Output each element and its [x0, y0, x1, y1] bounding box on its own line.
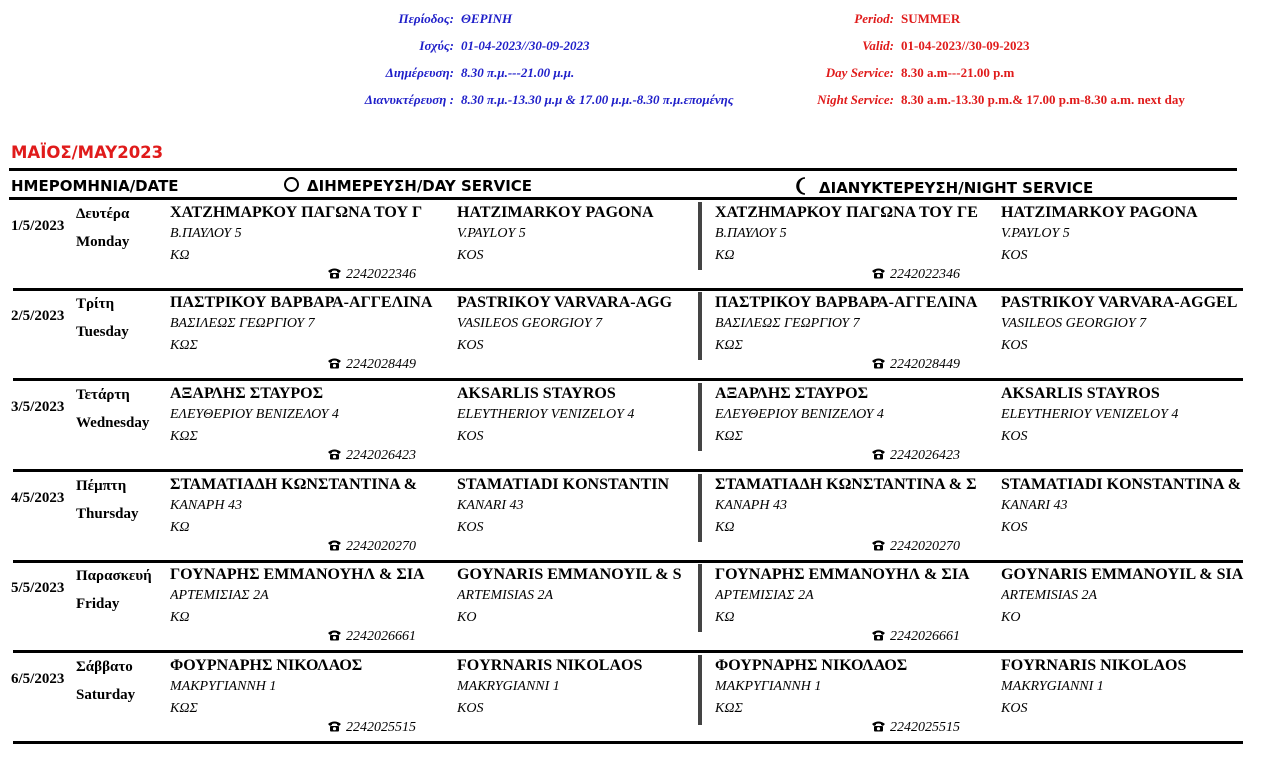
night-phone: 2242025515 — [871, 720, 960, 736]
day-gr-cell — [170, 292, 454, 357]
pharmacy-name: ΧΑΤΖΗΜΑΡΚΟΥ ΠΑΓΩΝΑ ΤΟΥ ΓΕ — [715, 204, 978, 221]
night-gr-cell — [715, 202, 999, 267]
telephone-icon — [871, 357, 886, 369]
pharmacy-name: FOYRNARIS NIKOLAOS — [457, 657, 643, 674]
row-date: 3/5/2023 — [11, 399, 65, 415]
table-row — [0, 290, 1269, 380]
header-valid-gr: Ισχύς: 01-04-2023//30-09-2023 — [419, 38, 590, 53]
row-date: 4/5/2023 — [11, 490, 65, 506]
row-day-english: Saturday — [76, 687, 136, 703]
pharmacy-city: KOS — [457, 248, 484, 263]
row-day-greek: Πέμπτη — [76, 478, 127, 494]
day-phone: 2242025515 — [327, 720, 416, 736]
pharmacy-address: ΑΡΤΕΜΙΣΙΑΣ 2Α — [715, 588, 814, 603]
day-gr-cell — [170, 655, 454, 720]
pharmacy-city: ΚΩΣ — [170, 701, 198, 716]
row-day-greek: Παρασκευή — [76, 568, 152, 584]
pharmacy-city: ΚΩ — [715, 248, 735, 263]
pharmacy-city: KOS — [457, 520, 484, 535]
row-separator — [13, 741, 1243, 744]
pharmacy-address: ARTEMISIAS 2A — [457, 588, 554, 603]
pharmacy-name: GOYNARIS EMMANOYIL & S — [457, 566, 682, 583]
day-en-cell — [457, 564, 712, 629]
pharmacy-city: KOS — [1001, 248, 1028, 263]
pharmacy-name: ΦΟΥΡΝΑΡΗΣ ΝΙΚΟΛΑΟΣ — [170, 657, 363, 674]
pharmacy-name: ΣΤΑΜΑΤΙΑΔΗ ΚΩΝΣΤΑΝΤΙΝΑ & — [170, 476, 418, 493]
telephone-icon — [327, 629, 342, 641]
day-phone: 2242028449 — [327, 357, 416, 373]
pharmacy-city: ΚΩ — [170, 248, 190, 263]
pharmacy-city: ΚΩ — [170, 520, 190, 535]
pharmacy-name: ΧΑΤΖΗΜΑΡΚΟΥ ΠΑΓΩΝΑ ΤΟΥ Γ — [170, 204, 423, 221]
column-header-night-service: ΔΙΑΝΥΚΤΕΡΕΥΣΗ/NIGHT SERVICE — [794, 177, 1093, 197]
row-day-greek: Τρίτη — [76, 296, 115, 312]
pharmacy-address: ΒΑΣΙΛΕΩΣ ΓΕΩΡΓΙΟΥ 7 — [170, 316, 315, 331]
header-english — [0, 5, 1185, 113]
night-gr-cell — [715, 383, 999, 448]
day-gr-cell — [170, 564, 454, 629]
pharmacy-address: Β.ΠΑΥΛΟΥ 5 — [715, 226, 787, 241]
row-day — [76, 381, 149, 437]
row-day-english: Thursday — [76, 506, 139, 522]
pharmacy-city: KOS — [1001, 338, 1028, 353]
pharmacy-name: ΓΟΥΝΑΡΗΣ ΕΜΜΑΝΟΥΗΛ & ΣΙΑ — [170, 566, 425, 583]
pharmacy-name: PASTRIKOY VARVARA-AGGEL — [1001, 294, 1238, 311]
telephone-icon — [327, 448, 342, 460]
telephone-icon — [327, 357, 342, 369]
column-divider — [698, 292, 702, 360]
telephone-icon — [871, 448, 886, 460]
day-phone: 2242020270 — [327, 539, 416, 555]
header-night-service-en: Night Service: 8.30 a.m.-13.30 p.m.& 17.00 p.m-8.30 a.m. next day — [817, 92, 1185, 107]
table-row — [0, 381, 1269, 471]
pharmacy-address: ΚΑΝΑΡΗ 43 — [170, 498, 242, 513]
pharmacy-address: ΒΑΣΙΛΕΩΣ ΓΕΩΡΓΙΟΥ 7 — [715, 316, 860, 331]
pharmacy-name: HATZIMARKOY PAGONA — [1001, 204, 1198, 221]
night-en-cell — [1001, 292, 1256, 357]
day-en-cell — [457, 383, 712, 448]
pharmacy-name: AKSARLIS STAYROS — [1001, 385, 1160, 402]
column-header-day-service: ΔΙΗΜΕΡΕΥΣΗ/DAY SERVICE — [284, 177, 532, 195]
table-row — [0, 200, 1269, 290]
pharmacy-address: KANARI 43 — [457, 498, 524, 513]
pharmacy-city: KO — [457, 610, 477, 625]
pharmacy-address: VASILEOS GEORGIOY 7 — [457, 316, 603, 331]
night-en-cell — [1001, 655, 1256, 720]
pharmacy-name: STAMATIADI KONSTANTINA & — [1001, 476, 1242, 493]
header-valid-en: Valid: 01-04-2023//30-09-2023 — [862, 38, 1030, 53]
pharmacy-name: ΓΟΥΝΑΡΗΣ ΕΜΜΑΝΟΥΗΛ & ΣΙΑ — [715, 566, 970, 583]
pharmacy-name: HATZIMARKOY PAGONA — [457, 204, 654, 221]
pharmacy-city: KO — [1001, 610, 1021, 625]
day-phone: 2242022346 — [327, 267, 416, 283]
day-en-cell — [457, 474, 712, 539]
row-day — [76, 653, 135, 709]
header-period-gr: Περίοδος: ΘΕΡΙΝΗ — [398, 11, 513, 26]
night-phone: 2242026423 — [871, 448, 960, 464]
day-en-cell — [457, 292, 712, 357]
telephone-icon — [327, 720, 342, 732]
row-date: 6/5/2023 — [11, 671, 65, 687]
night-phone: 2242028449 — [871, 357, 960, 373]
pharmacy-city: KOS — [1001, 520, 1028, 535]
day-en-cell — [457, 202, 712, 267]
row-day — [76, 562, 152, 618]
pharmacy-address: ELEYTHERIOY VENIZELOY 4 — [457, 407, 635, 422]
column-divider — [698, 474, 702, 542]
table-top-rule — [9, 168, 1237, 171]
day-gr-cell — [170, 202, 454, 267]
pharmacy-name: ΦΟΥΡΝΑΡΗΣ ΝΙΚΟΛΑΟΣ — [715, 657, 908, 674]
column-divider — [698, 564, 702, 632]
row-day — [76, 472, 139, 528]
pharmacy-city: KOS — [457, 429, 484, 444]
night-en-cell — [1001, 383, 1256, 448]
night-gr-cell — [715, 655, 999, 720]
pharmacy-address: ΕΛΕΥΘΕΡΙΟΥ ΒΕΝΙΖΕΛΟΥ 4 — [170, 407, 339, 422]
telephone-icon — [327, 267, 342, 279]
night-phone: 2242022346 — [871, 267, 960, 283]
night-en-cell — [1001, 564, 1256, 629]
pharmacy-address: ΜΑΚΡΥΓΙΑΝΝΗ 1 — [170, 679, 277, 694]
column-header-date: ΗΜΕΡΟΜΗΝΙΑ/DATE — [11, 177, 179, 195]
row-day-greek: Σάββατο — [76, 659, 133, 675]
night-gr-cell — [715, 564, 999, 629]
pharmacy-city: ΚΩ — [715, 610, 735, 625]
sun-icon — [284, 177, 299, 192]
night-phone: 2242026661 — [871, 629, 960, 645]
day-gr-cell — [170, 474, 454, 539]
telephone-icon — [871, 539, 886, 551]
header-day-service-gr: Διημέρευση: 8.30 π.μ.---21.00 μ.μ. — [385, 65, 575, 80]
moon-icon — [794, 177, 812, 195]
pharmacy-name: ΣΤΑΜΑΤΙΑΔΗ ΚΩΝΣΤΑΝΤΙΝΑ & Σ — [715, 476, 977, 493]
column-divider — [698, 655, 702, 725]
table-row — [0, 562, 1269, 652]
night-gr-cell — [715, 474, 999, 539]
pharmacy-city: KOS — [1001, 429, 1028, 444]
pharmacy-name: GOYNARIS EMMANOYIL & SIA — [1001, 566, 1244, 583]
pharmacy-name: AKSARLIS STAYROS — [457, 385, 616, 402]
pharmacy-name: ΠΑΣΤΡΙΚΟΥ ΒΑΡΒΑΡΑ-ΑΓΓΕΛΙΝΑ — [170, 294, 433, 311]
row-day-english: Tuesday — [76, 324, 129, 340]
pharmacy-address: ΜΑΚΡΥΓΙΑΝΝΗ 1 — [715, 679, 822, 694]
pharmacy-address: MAKRYGIANNI 1 — [1001, 679, 1104, 694]
day-phone: 2242026423 — [327, 448, 416, 464]
pharmacy-city: ΚΩΣ — [715, 338, 743, 353]
pharmacy-city: ΚΩ — [170, 610, 190, 625]
pharmacy-address: ΑΡΤΕΜΙΣΙΑΣ 2Α — [170, 588, 269, 603]
pharmacy-city: ΚΩ — [715, 520, 735, 535]
pharmacy-name: ΠΑΣΤΡΙΚΟΥ ΒΑΡΒΑΡΑ-ΑΓΓΕΛΙΝΑ — [715, 294, 978, 311]
pharmacy-address: ARTEMISIAS 2A — [1001, 588, 1098, 603]
month-title: ΜΑΪΟΣ/MAY2023 — [11, 143, 164, 162]
pharmacy-city: ΚΩΣ — [170, 429, 198, 444]
pharmacy-address: V.PAYLOY 5 — [457, 226, 526, 241]
row-date: 2/5/2023 — [11, 308, 65, 324]
pharmacy-name: FOYRNARIS NIKOLAOS — [1001, 657, 1187, 674]
pharmacy-address: ΕΛΕΥΘΕΡΙΟΥ ΒΕΝΙΖΕΛΟΥ 4 — [715, 407, 884, 422]
row-date: 1/5/2023 — [11, 218, 65, 234]
day-en-cell — [457, 655, 712, 720]
pharmacy-city: KOS — [1001, 701, 1028, 716]
row-day — [76, 290, 129, 346]
pharmacy-city: KOS — [457, 338, 484, 353]
table-row — [0, 472, 1269, 562]
telephone-icon — [871, 267, 886, 279]
pharmacy-name: ΑΞΑΡΛΗΣ ΣΤΑΥΡΟΣ — [715, 385, 869, 402]
column-divider — [698, 383, 702, 451]
row-day-english: Wednesday — [76, 415, 150, 431]
pharmacy-address: Β.ΠΑΥΛΟΥ 5 — [170, 226, 242, 241]
header-day-service-en: Day Service: 8.30 a.m---21.00 p.m — [825, 65, 1015, 80]
pharmacy-address: V.PAYLOY 5 — [1001, 226, 1070, 241]
row-day-english: Friday — [76, 596, 120, 612]
pharmacy-city: ΚΩΣ — [170, 338, 198, 353]
row-day — [76, 200, 129, 256]
pharmacy-name: PASTRIKOY VARVARA-AGG — [457, 294, 673, 311]
pharmacy-address: ELEYTHERIOY VENIZELOY 4 — [1001, 407, 1179, 422]
night-phone: 2242020270 — [871, 539, 960, 555]
pharmacy-city: ΚΩΣ — [715, 701, 743, 716]
telephone-icon — [327, 539, 342, 551]
row-date: 5/5/2023 — [11, 580, 65, 596]
night-en-cell — [1001, 474, 1256, 539]
pharmacy-name: STAMATIADI KONSTANTIN — [457, 476, 670, 493]
day-phone: 2242026661 — [327, 629, 416, 645]
night-gr-cell — [715, 292, 999, 357]
column-divider — [698, 202, 702, 270]
pharmacy-address: ΚΑΝΑΡΗ 43 — [715, 498, 787, 513]
row-day-greek: Δευτέρα — [76, 206, 130, 222]
night-en-cell — [1001, 202, 1256, 267]
header-night-service-gr: Διανυκτέρευση : 8.30 π.μ.-13.30 μ.μ & 17.00 μ.μ.-8.30 π.μ.επομένης — [364, 92, 734, 107]
table-row — [0, 653, 1269, 743]
pharmacy-address: KANARI 43 — [1001, 498, 1068, 513]
pharmacy-name: ΑΞΑΡΛΗΣ ΣΤΑΥΡΟΣ — [170, 385, 324, 402]
pharmacy-city: KOS — [457, 701, 484, 716]
header-period-en: Period: SUMMER — [854, 11, 961, 26]
row-day-greek: Τετάρτη — [76, 387, 130, 403]
pharmacy-address: MAKRYGIANNI 1 — [457, 679, 560, 694]
telephone-icon — [871, 720, 886, 732]
telephone-icon — [871, 629, 886, 641]
row-day-english: Monday — [76, 234, 130, 250]
day-gr-cell — [170, 383, 454, 448]
pharmacy-address: VASILEOS GEORGIOY 7 — [1001, 316, 1147, 331]
pharmacy-city: ΚΩΣ — [715, 429, 743, 444]
